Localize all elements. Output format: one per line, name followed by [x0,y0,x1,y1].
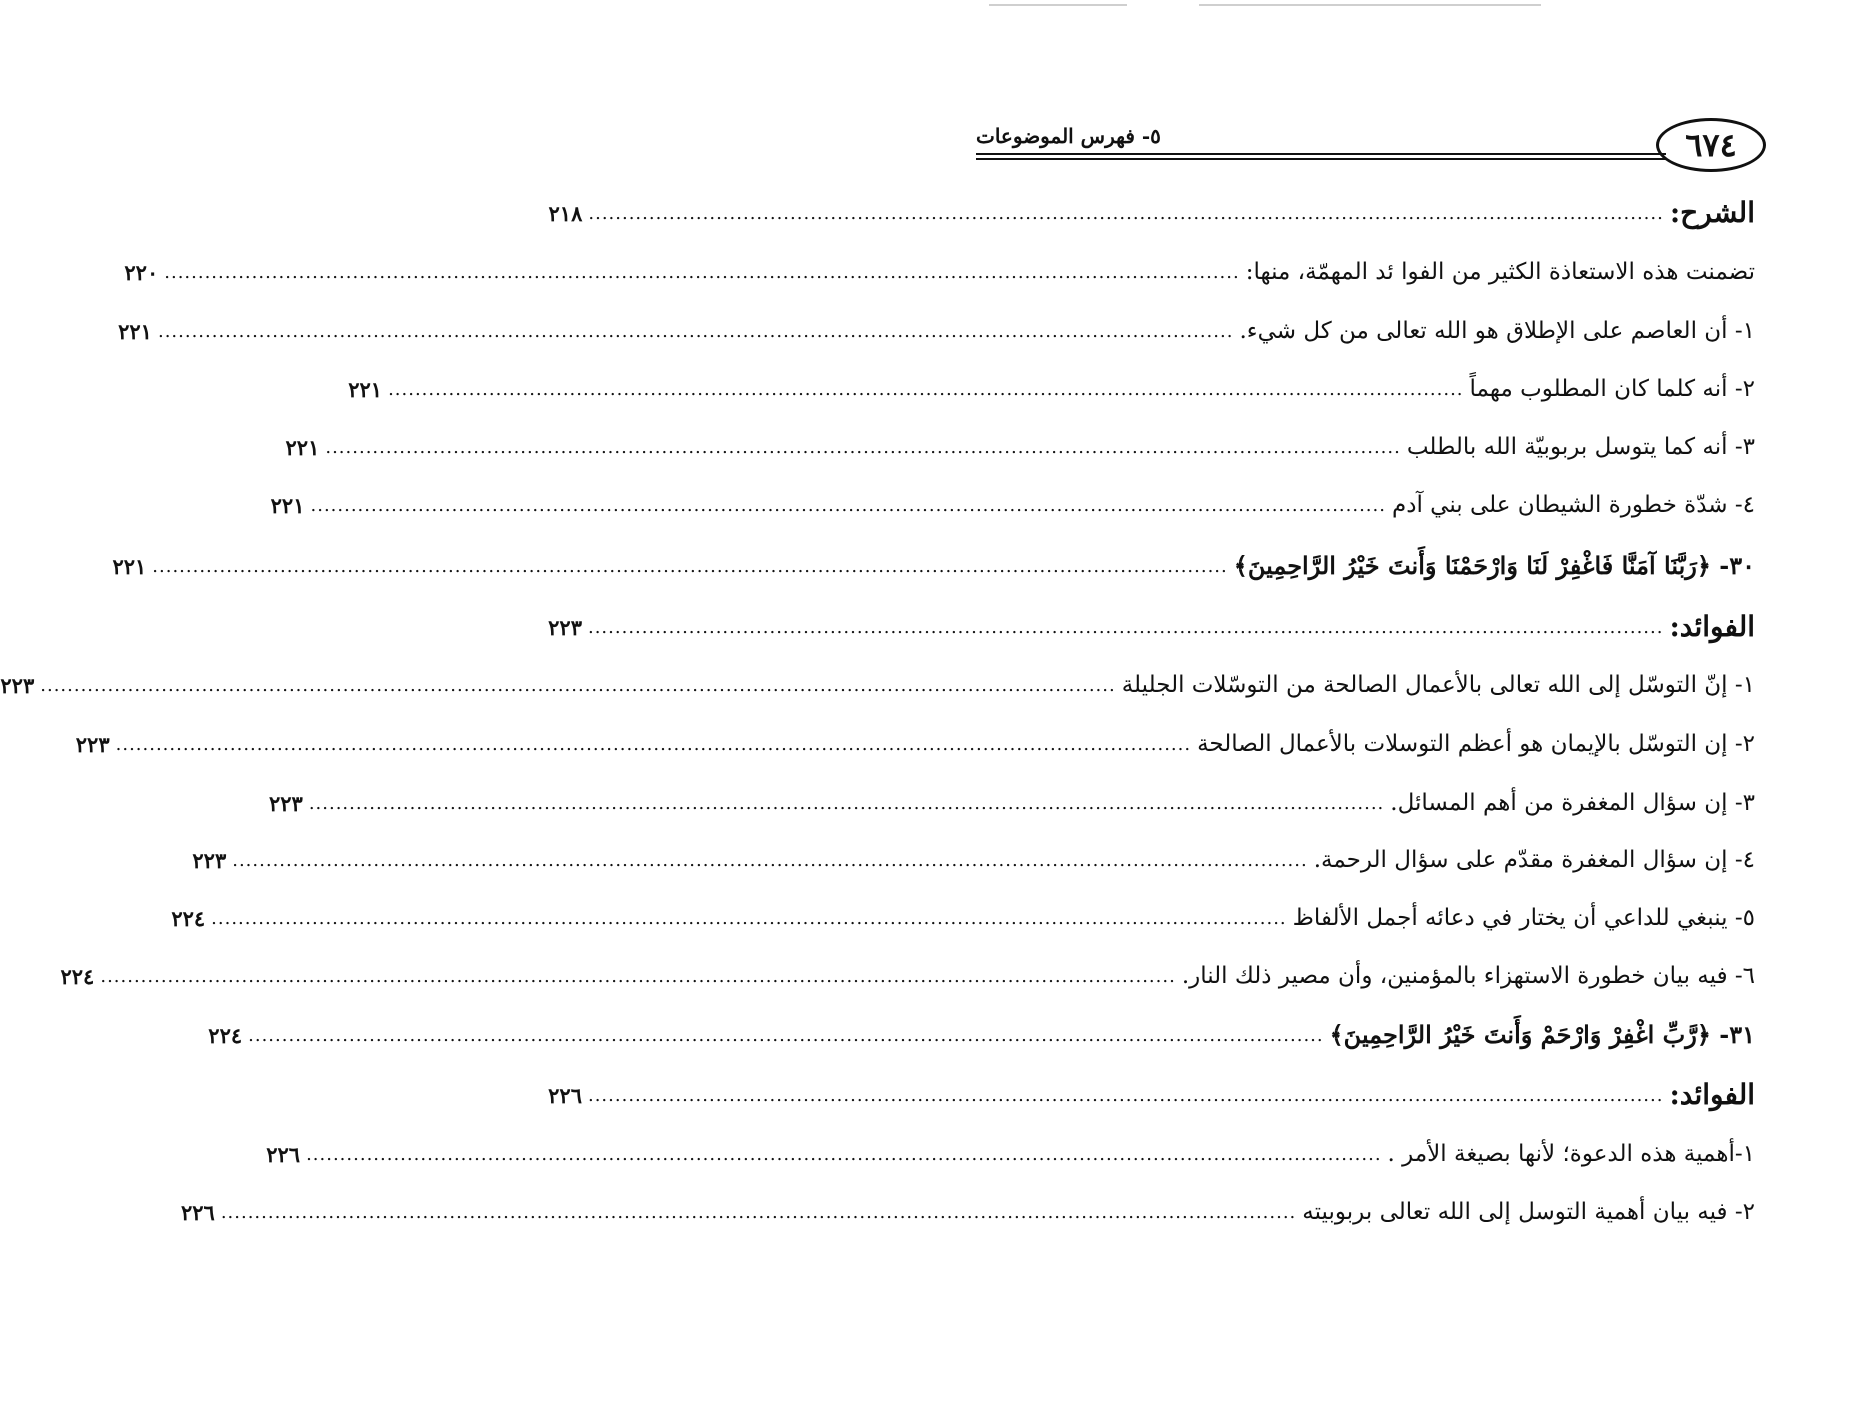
toc-row [118,308,1755,354]
toc-row [270,482,1755,528]
toc-row [268,780,1755,826]
toc-row [60,953,1755,999]
toc-entry-text: ٦- فيه بيان خطورة الاستهزاء بالمؤمنين، وأن مصير ذلك النار. [1181,962,1755,989]
toc-entry-text: ٣- أنه كما يتوسل بربوبيّة الله بالطلب [1406,433,1755,460]
toc-entry-text: الفوائد: [1669,1078,1755,1111]
toc-heading-row [548,604,1755,650]
toc-page-number: ٢٢٣ [548,614,582,640]
toc-entry-text: ٢- فيه بيان أهمية التوسل إلى الله تعالى بربوبيته [1302,1198,1755,1225]
header-rule-top [976,153,1666,155]
toc-entry-text: الشرح: [1669,196,1755,229]
toc-row [348,366,1755,412]
toc-row [266,1131,1755,1177]
toc-entry-text: ٤- إن سؤال المغفرة مقدّم على سؤال الرحمة. [1313,846,1755,873]
header-rule-bottom [976,158,1666,160]
toc-dot-leader: ................................................................................................................................................................ [115,733,1192,755]
toc-entry-text: ٢- أنه كلما كان المطلوب مهماً [1469,375,1755,402]
toc-dot-leader: ................................................................................................................................................................ [157,320,1234,342]
toc-page-number: ٢٢٤ [171,905,206,931]
toc-page-number: ٢٢٦ [180,1199,215,1225]
toc-dot-leader: ................................................................................................................................................................ [325,436,1401,458]
toc-verse-row [208,1012,1755,1058]
running-section-title: ٥- فهرس الموضوعات [976,124,1161,148]
toc-page-number: ٢٢٣ [268,790,303,816]
toc-entry-text: ٣٠- ﴿رَبَّنَا آمَنَّا فَاغْفِرْ لَنَا وَارْحَمْنَا وَأَنتَ خَيْرُ الرَّاحِمِينَ﴾ [1233,551,1755,580]
toc-page-number: ٢٢٦ [548,1082,582,1108]
toc-dot-leader: ................................................................................................................................................................ [587,616,1664,638]
toc-entry-text: ٣- إن سؤال المغفرة من أهم المسائل. [1390,789,1755,816]
toc-row [171,895,1755,941]
toc-dot-leader: ................................................................................................................................................................ [308,792,1385,814]
toc-page-number: ٢٢١ [348,376,383,402]
toc-page-number: ٢٢٣ [0,672,35,698]
toc-page-number: ٢٢٣ [192,847,227,873]
toc-row [124,249,1755,295]
scan-edge-line-left [989,4,1127,6]
toc-page-number: ٢٢٤ [60,963,95,989]
toc-page-number: ٢٢٦ [266,1141,301,1167]
toc-dot-leader: ................................................................................................................................................................ [588,202,1664,224]
toc-entry-text: ١- أن العاصم على الإطلاق هو الله تعالى من كل شيء. [1239,317,1755,344]
toc-dot-leader: ................................................................................................................................................................ [310,494,1386,516]
table-of-contents [0,190,1755,1240]
page-number-badge: ٦٧٤ [1656,118,1766,172]
toc-heading-row [548,1072,1755,1118]
toc-page-number: ٢١٨ [548,200,583,226]
scan-edge-line-right [1199,4,1541,6]
toc-dot-leader: ................................................................................................................................................................ [211,907,1287,929]
toc-entry-text: تضمنت هذه الاستعاذة الكثير من الفوا ئد المهمّة، منها: [1245,258,1755,285]
toc-page-number: ٢٢١ [112,553,147,579]
toc-dot-leader: ................................................................................................................................................................ [152,555,1228,577]
toc-row [192,837,1755,883]
toc-dot-leader: ................................................................................................................................................................ [587,1084,1664,1106]
toc-entry-text: ١-أهمية هذه الدعوة؛ لأنها بصيغة الأمر . [1387,1140,1755,1167]
toc-dot-leader: ................................................................................................................................................................ [248,1024,1324,1046]
toc-entry-text: ٤- شدّة خطورة الشيطان على بني آدم [1391,491,1755,518]
toc-heading-row [548,190,1755,236]
toc-page-number: ٢٢٣ [75,731,110,757]
toc-entry-text: الفوائد: [1669,610,1755,643]
toc-dot-leader: ................................................................................................................................................................ [388,378,1464,400]
page-header [976,118,1766,188]
toc-entry-text: ١- إنّ التوسّل إلى الله تعالى بالأعمال الصالحة من التوسّلات الجليلة [1121,671,1755,698]
toc-verse-row [112,543,1755,589]
toc-entry-text: ٢- إن التوسّل بالإيمان هو أعظم التوسلات بالأعمال الصالحة [1197,730,1755,757]
toc-entry-text: ٣١- ﴿رَّبِّ اغْفِرْ وَارْحَمْ وَأَنتَ خَيْرُ الرَّاحِمِينَ﴾ [1329,1020,1755,1049]
toc-page-number: ٢٢١ [285,434,320,460]
toc-row [180,1189,1755,1235]
toc-dot-leader: ................................................................................................................................................................ [164,261,1240,283]
toc-dot-leader: ................................................................................................................................................................ [306,1143,1382,1165]
toc-row [0,662,1755,708]
toc-row [75,721,1755,767]
toc-dot-leader: ................................................................................................................................................................ [232,849,1308,871]
toc-row [285,424,1755,470]
toc-page-number: ٢٢١ [118,318,152,344]
toc-page-number: ٢٢٠ [124,259,159,285]
toc-page-number: ٢٢١ [270,492,305,518]
toc-dot-leader: ................................................................................................................................................................ [220,1201,1297,1223]
toc-page-number: ٢٢٤ [208,1022,243,1048]
toc-dot-leader: ................................................................................................................................................................ [40,674,1116,696]
toc-entry-text: ٥- ينبغي للداعي أن يختار في دعائه أجمل الألفاظ [1292,904,1755,931]
toc-dot-leader: ................................................................................................................................................................ [100,965,1176,987]
